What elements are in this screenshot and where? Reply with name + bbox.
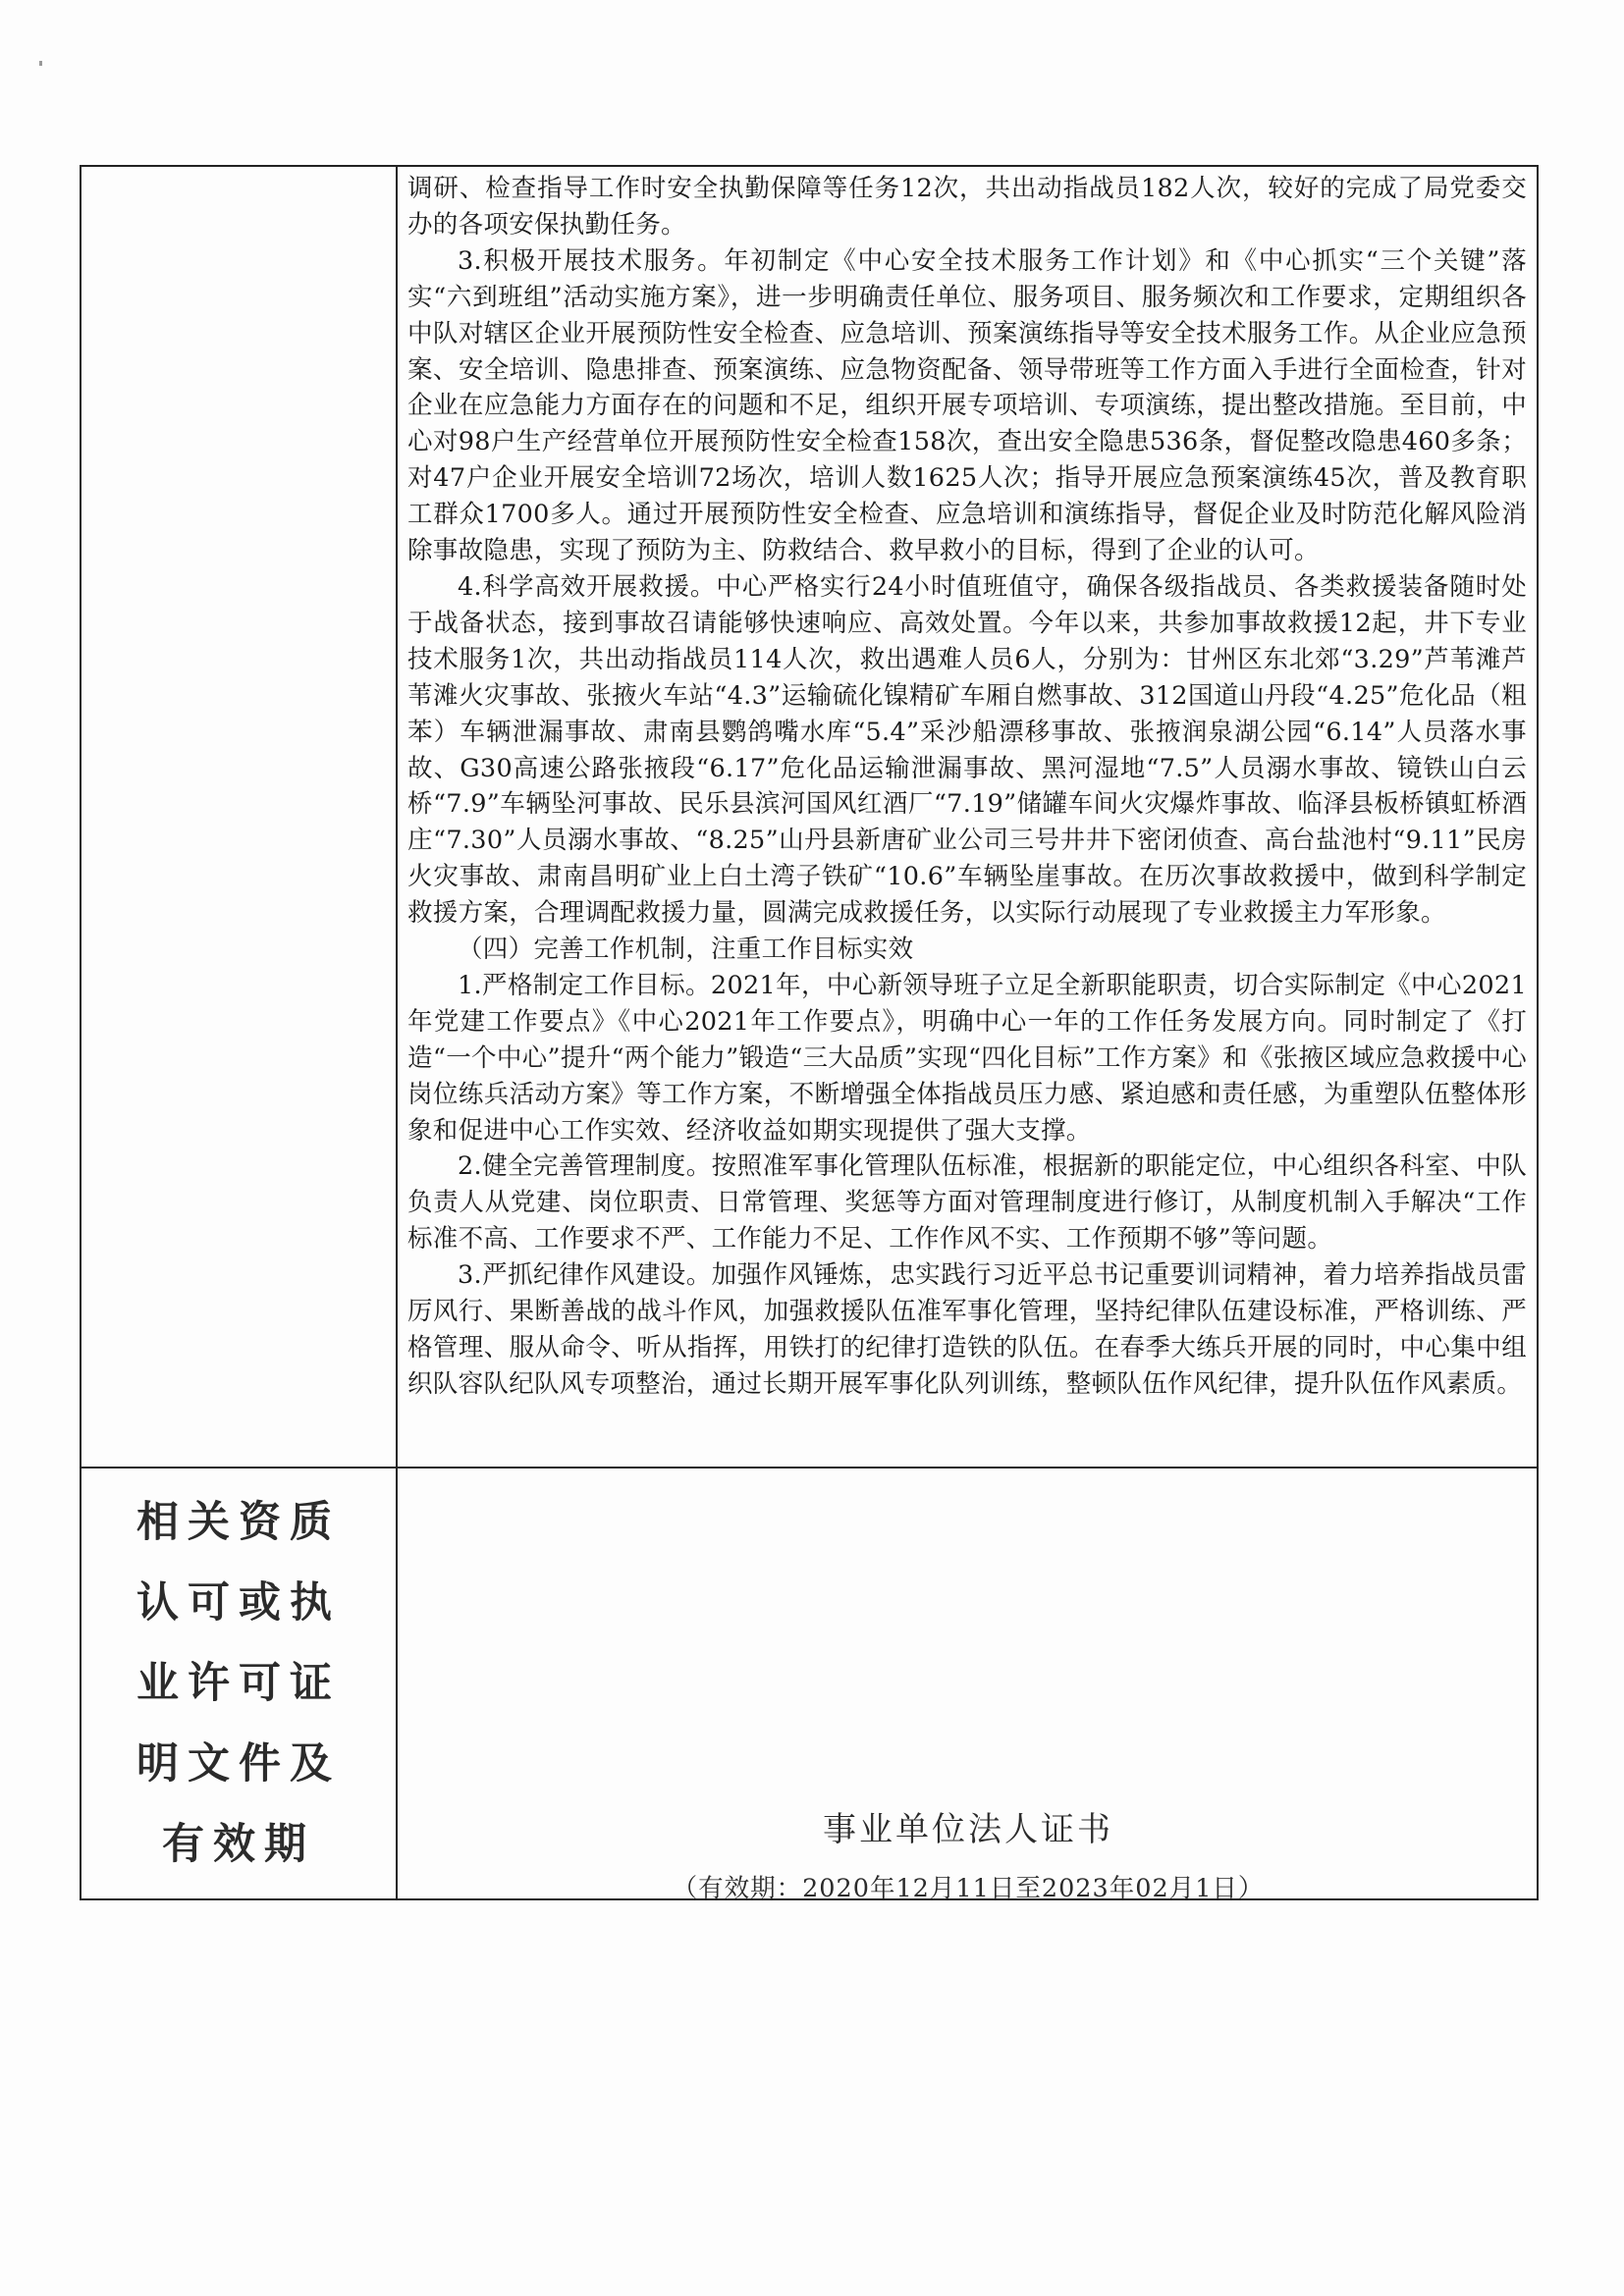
- certificate-title: 事业单位法人证书: [823, 1810, 1113, 1849]
- label-line: 相关资质: [136, 1498, 341, 1547]
- label-line: 明文件及: [136, 1739, 341, 1789]
- certificate-validity: （有效期：2020年12月11日至2023年02月1日）: [672, 1874, 1265, 1903]
- paragraph-management-system: 2.健全完善管理制度。按照准军事化管理队伍标准，根据新的职能定位，中心组织各科室、中队负责人从党建、岗位职责、日常管理、奖惩等方面对管理制度进行修订，从制度机制入手解决“工作标准不高、工作要求不严、工作能力不足、工作作风不实、工作预期不够”等问题。: [407, 1151, 1527, 1255]
- work-summary-row: [81, 167, 1537, 1468]
- label-line: 业许可证: [136, 1659, 341, 1708]
- scan-speck: [39, 61, 42, 66]
- paragraph-continuation: 调研、检查指导工作时安全执勤保障等任务12次，共出动指战员182人次，较好的完成了局党委交办的各项安保执勤任务。: [407, 174, 1527, 240]
- empty-label-cell: [81, 167, 396, 1467]
- paragraph-rescue: 4.科学高效开展救援。中心严格实行24小时值班值守，确保各级指战员、各类救援装备随时处于战备状态，接到事故召请能够快速响应、高效处置。今年以来，共参加事故救援12起，井下专业技术服务1次，共出动指战员114人次，救出遇难人员6人，分别为：甘州区东北郊“3.29”芦苇滩芦苇滩火灾事故、张掖火车站“4.3”运输硫化镍精矿车厢自燃事故、312国道山丹段“4.25”危化品（粗苯）车辆泄漏事故、肃南县鹦鸽嘴水库“5.4”采沙船漂移事故、张掖润泉湖公园“6.14”人员落水事故、G30高速公路张掖段“6.17”危化品运输泄漏事故、黑河湿地“7.5”人员溺水事故、镜铁山白云桥“7.9”车辆坠河事故、民乐县滨河国风红酒厂“7.19”储罐车间火灾爆炸事故、临泽县板桥镇虹桥酒庄“7.30”人员溺水事故、“8.25”山丹县新唐矿业公司三号井井下密闭侦查、高台盐池村“9.11”民房火灾事故、肃南昌明矿业上白土湾子铁矿“10.6”车辆坠崖事故。在历次事故救援中，做到科学制定救援方案，合理调配救援力量，圆满完成救援任务，以实际行动展现了专业救援主力军形象。: [407, 571, 1527, 929]
- qualification-label: [81, 1468, 396, 1898]
- paragraph-discipline: 3.严抓纪律作风建设。加强作风锤炼，忠实践行习近平总书记重要训词精神，着力培养指战员雷厉风行、果断善战的战斗作风，加强救援队伍准军事化管理，坚持纪律队伍建设标准，严格训练、严格管理、服从命令、听从指挥，用铁打的纪律打造铁的队伍。在春季大练兵开展的同时，中心集中组织队容队纪队风专项整治，通过长期开展军事化队列训练，整顿队伍作风纪律，提升队伍作风素质。: [407, 1260, 1527, 1399]
- qualification-row: [81, 1468, 1537, 1903]
- label-line: 认可或执: [136, 1578, 341, 1628]
- certificate-cell: [398, 1468, 1539, 1903]
- section-heading: （四）完善工作机制，注重工作目标实效: [458, 934, 914, 965]
- work-summary-content: [398, 167, 1539, 1467]
- paragraph-work-goals: 1.严格制定工作目标。2021年，中心新领导班子立足全新职能职责，切合实际制定《中心2021年党建工作要点》《中心2021年工作要点》，明确中心一年的工作任务发展方向。同时制定了《打造“一个中心”提升“两个能力”锻造“三大品质”实现“四化目标”工作方案》和《张掖区域应急救援中心岗位练兵活动方案》等工作方案，不断增强全体指战员压力感、紧迫感和责任感，为重塑队伍整体形象和促进中心工作实效、经济收益如期实现提供了强大支撑。: [407, 970, 1527, 1146]
- label-line: 有效期: [162, 1820, 315, 1869]
- form-table: [80, 165, 1539, 1903]
- paragraph-technical-service: 3.积极开展技术服务。年初制定《中心安全技术服务工作计划》和《中心抓实“三个关键”落实“六到班组”活动实施方案》，进一步明确责任单位、服务项目、服务频次和工作要求，定期组织各中队对辖区企业开展预防性安全检查、应急培训、预案演练指导等安全技术服务工作。从企业应急预案、安全培训、隐患排查、预案演练、应急物资配备、领导带班等工作方面入手进行全面检查，针对企业在应急能力方面存在的问题和不足，组织开展专项培训、专项演练，提出整改措施。至目前，中心对98户生产经营单位开展预防性安全检查158次，查出安全隐患536条，督促整改隐患460多条；对47户企业开展安全培训72场次，培训人数1625人次；指导开展应急预案演练45次，普及教育职工群众1700多人。通过开展预防性安全检查、应急培训和演练指导，督促企业及时防范化解风险消除事故隐患，实现了预防为主、防救结合、救早救小的目标，得到了企业的认可。: [407, 245, 1527, 566]
